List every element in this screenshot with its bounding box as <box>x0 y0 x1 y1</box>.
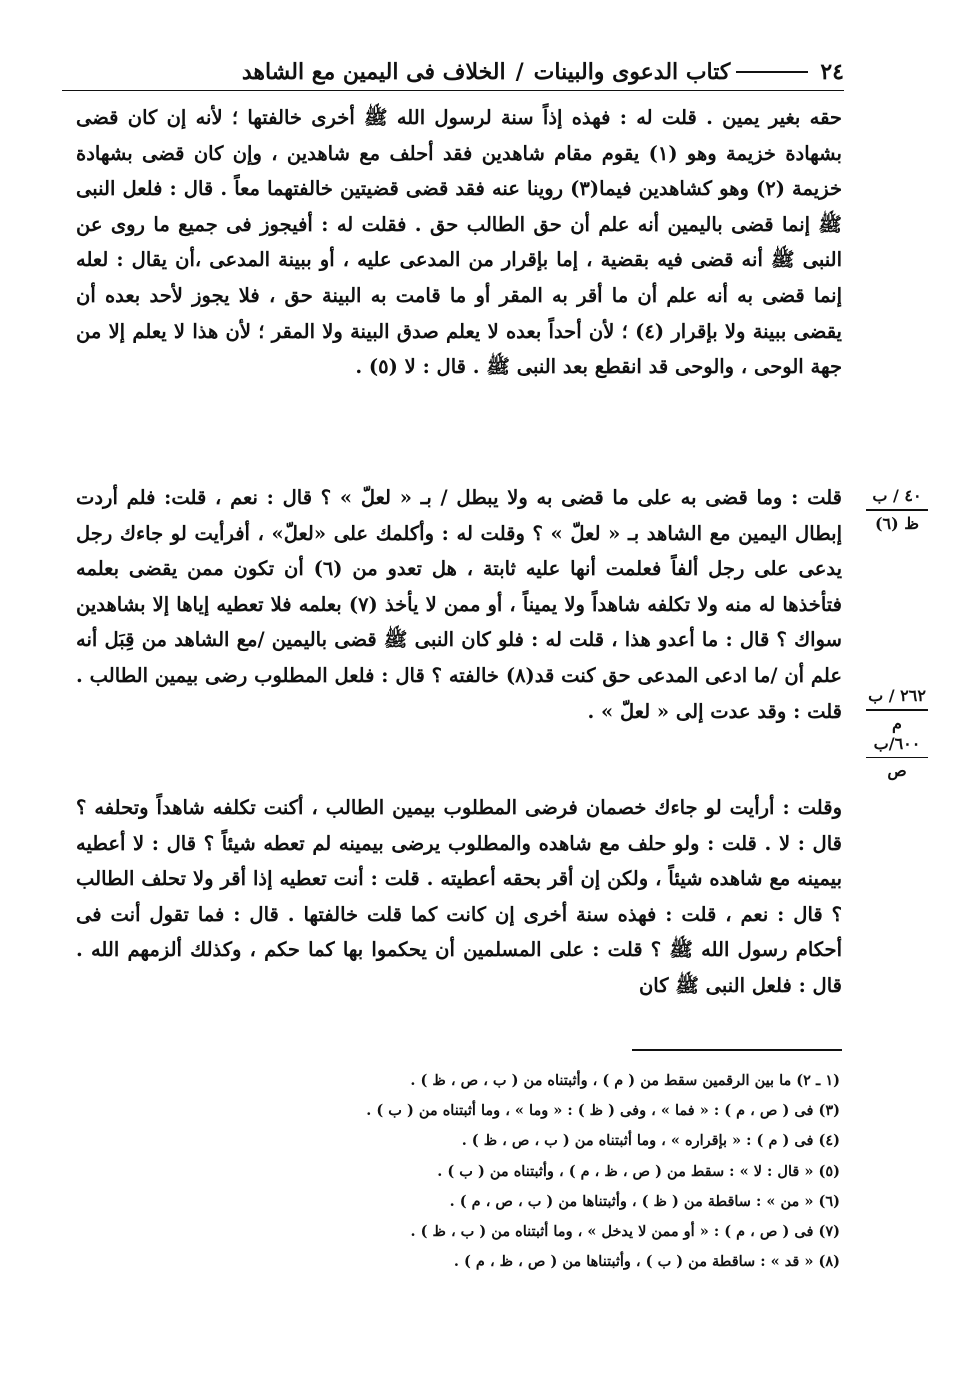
header-rule <box>736 71 808 73</box>
footnote-separator <box>632 1049 842 1051</box>
footnote: (٦) « من » : ساقطة من ( ظ ) ، وأثبتناها من ( ب ، ص ، م ) . <box>449 1192 840 1210</box>
running-header <box>62 54 844 91</box>
margin-manuscript-ref <box>866 486 928 534</box>
footnote: (٧) فى ( ص ، م ) : « أو ممن لا يدخل » ، وما أثبتناه من ( ب ، ظ ) . <box>410 1223 840 1241</box>
margin-ref-bottom: ظ (٦) <box>874 513 920 533</box>
margin-ref-top: ٢٦٢ / ب <box>868 686 926 705</box>
book-title: كتاب الدعوى والبينات <box>533 59 731 85</box>
margin-ref-middle: م <box>892 713 902 733</box>
margin-ref-top: ٤٠ / ب <box>872 486 922 505</box>
footnote: (٥) « قال : لا » : سقط من ( ص ، ظ ، م ) ، وأثبتناه من ( ب ) . <box>437 1162 840 1180</box>
footnote: (٤) فى ( م ) : « بإقراره » ، وما أثبتناه من ( ب ، ص ، ظ ) . <box>461 1132 840 1150</box>
footnote: (٨) « قد » : ساقطة من ( ب ) ، وأثبتناها من ( ص ، ظ ، م ) . <box>453 1253 840 1271</box>
margin-ref-divider <box>866 709 928 711</box>
body-paragraph: وقلت : أرأيت لو جاءك خصمان فرضى المطلوب بيمين الطالب ، أكنت تكلفه شاهداً وتحلفه ؟ قال : لا . قلت : ولو حلف مع شاهده والمطلوب يرضى بيمينه لم تعطه شيئاً ؟ قال : لا أعطيه بيمينه مع شاهده شيئاً ، ولكن إن أقر بحقه أعطيته . قلت : أنت تعطيه إذا أقر ولا تحلف الطالب ؟ قال : نعم ، قلت : فهذه سنة أخرى إن كانت كما قلت خالفتها . قال : فما تقول أنت فى أحكام رسول الله ﷺ ؟ قلت : على المسلمين أن يحكموا بها كما حكم ، وكذلك ألزمهم الله . قال : فلعل النبى ﷺ كان <box>76 796 842 997</box>
chapter-title: الخلاف فى اليمين مع الشاهد <box>241 59 506 85</box>
footnote: (١ ـ ٢) ما بين الرقمين سقط من ( م ) ، وأثبتناه من ( ب ، ص ، ظ ) . <box>410 1072 840 1089</box>
page-number: ٢٤ <box>820 59 844 85</box>
margin-ref-extra: ص <box>887 761 907 780</box>
margin-ref-divider <box>866 757 928 759</box>
footnotes-list <box>300 1066 840 1277</box>
body-paragraph: حقه بغير يمين . قلت له : فهذه إذاً سنة لرسول الله ﷺ أخرى خالفتها ؛ لأنه إن كان قضى بشهادة خزيمة وهو (١) يقوم مقام شاهدين فقد أحلف مع شاهدين ، وإن كان قضى بشهادة خزيمة (٢) وهو كشاهدين فيما(٣) روينا عنه فقد قضى قضيتين خالفتهما معاً . قال : فلعل النبى ﷺ إنما قضى باليمين أنه علم أن حق الطالب حق . فقلت له : أفيجوز فى جميع ما روى عن النبى ﷺ أنه قضى فيه بقضية ، إما بإقرار من المدعى عليه ، أو ببينة المدعى ،أن يقال : لعله إنما قضى به أنه علم أن ما أقر به المقر أو ما قامت به البينة حق ، فلا يجوز لأحد بعده أن يقضى ببينة ولا بإقرار (٤) ؛ لأن أحداً بعده لا يعلم صدق البينة ولا المقر ؛ لأن هذا لا يعلم إلا من جهة الوحى ، والوحى قد انقطع بعد النبى ﷺ . قال : لا (٥) . <box>76 106 843 379</box>
margin-ref-divider <box>866 509 928 511</box>
footnote: (٣) فى ( ص ، م ) : « فما » ، وفى ( ظ ) : « وما » ، وما أثبتناه من ( ب ) . <box>366 1102 840 1120</box>
body-paragraph: قلت : وما قضى به على ما قضى به ولا يبطل / بـ « لعلّ » ؟ قال : نعم ، قلت: فلم أردت إبطال اليمين مع الشاهد بـ « لعلّ » ؟ وقلت له : وأكلمك على «لعلّ» ، أفرأيت لو جاءك رجل يدعى على رجل ألفاً فعلمت أنها عليه ثابتة ، هل تعدو من (٦) أن تكون ممن يقضى بعلمه فتأخذها له منه ولا تكلفه شاهداً ولا يميناً ، أو ممن لا يأخذ (٧) بعلمه فلا تعطيه إياها إلا بشاهدين سواك ؟ قال : ما أعدو هذا ، قلت له : فلو كان النبى ﷺ قضى باليمين /مع الشاهد من قِبَل أنه علم أن /ما ادعى المدعى حق كنت قد(٨) خالفته ؟ قال : فلعل المطلوب رضى بيمين الطالب . قلت : وقد عدت إلى « لعلّ » . <box>76 486 843 723</box>
margin-manuscript-ref <box>866 686 928 781</box>
header-separator: / <box>515 59 524 85</box>
margin-ref-bottom: ٦٠٠/ب <box>873 733 921 753</box>
